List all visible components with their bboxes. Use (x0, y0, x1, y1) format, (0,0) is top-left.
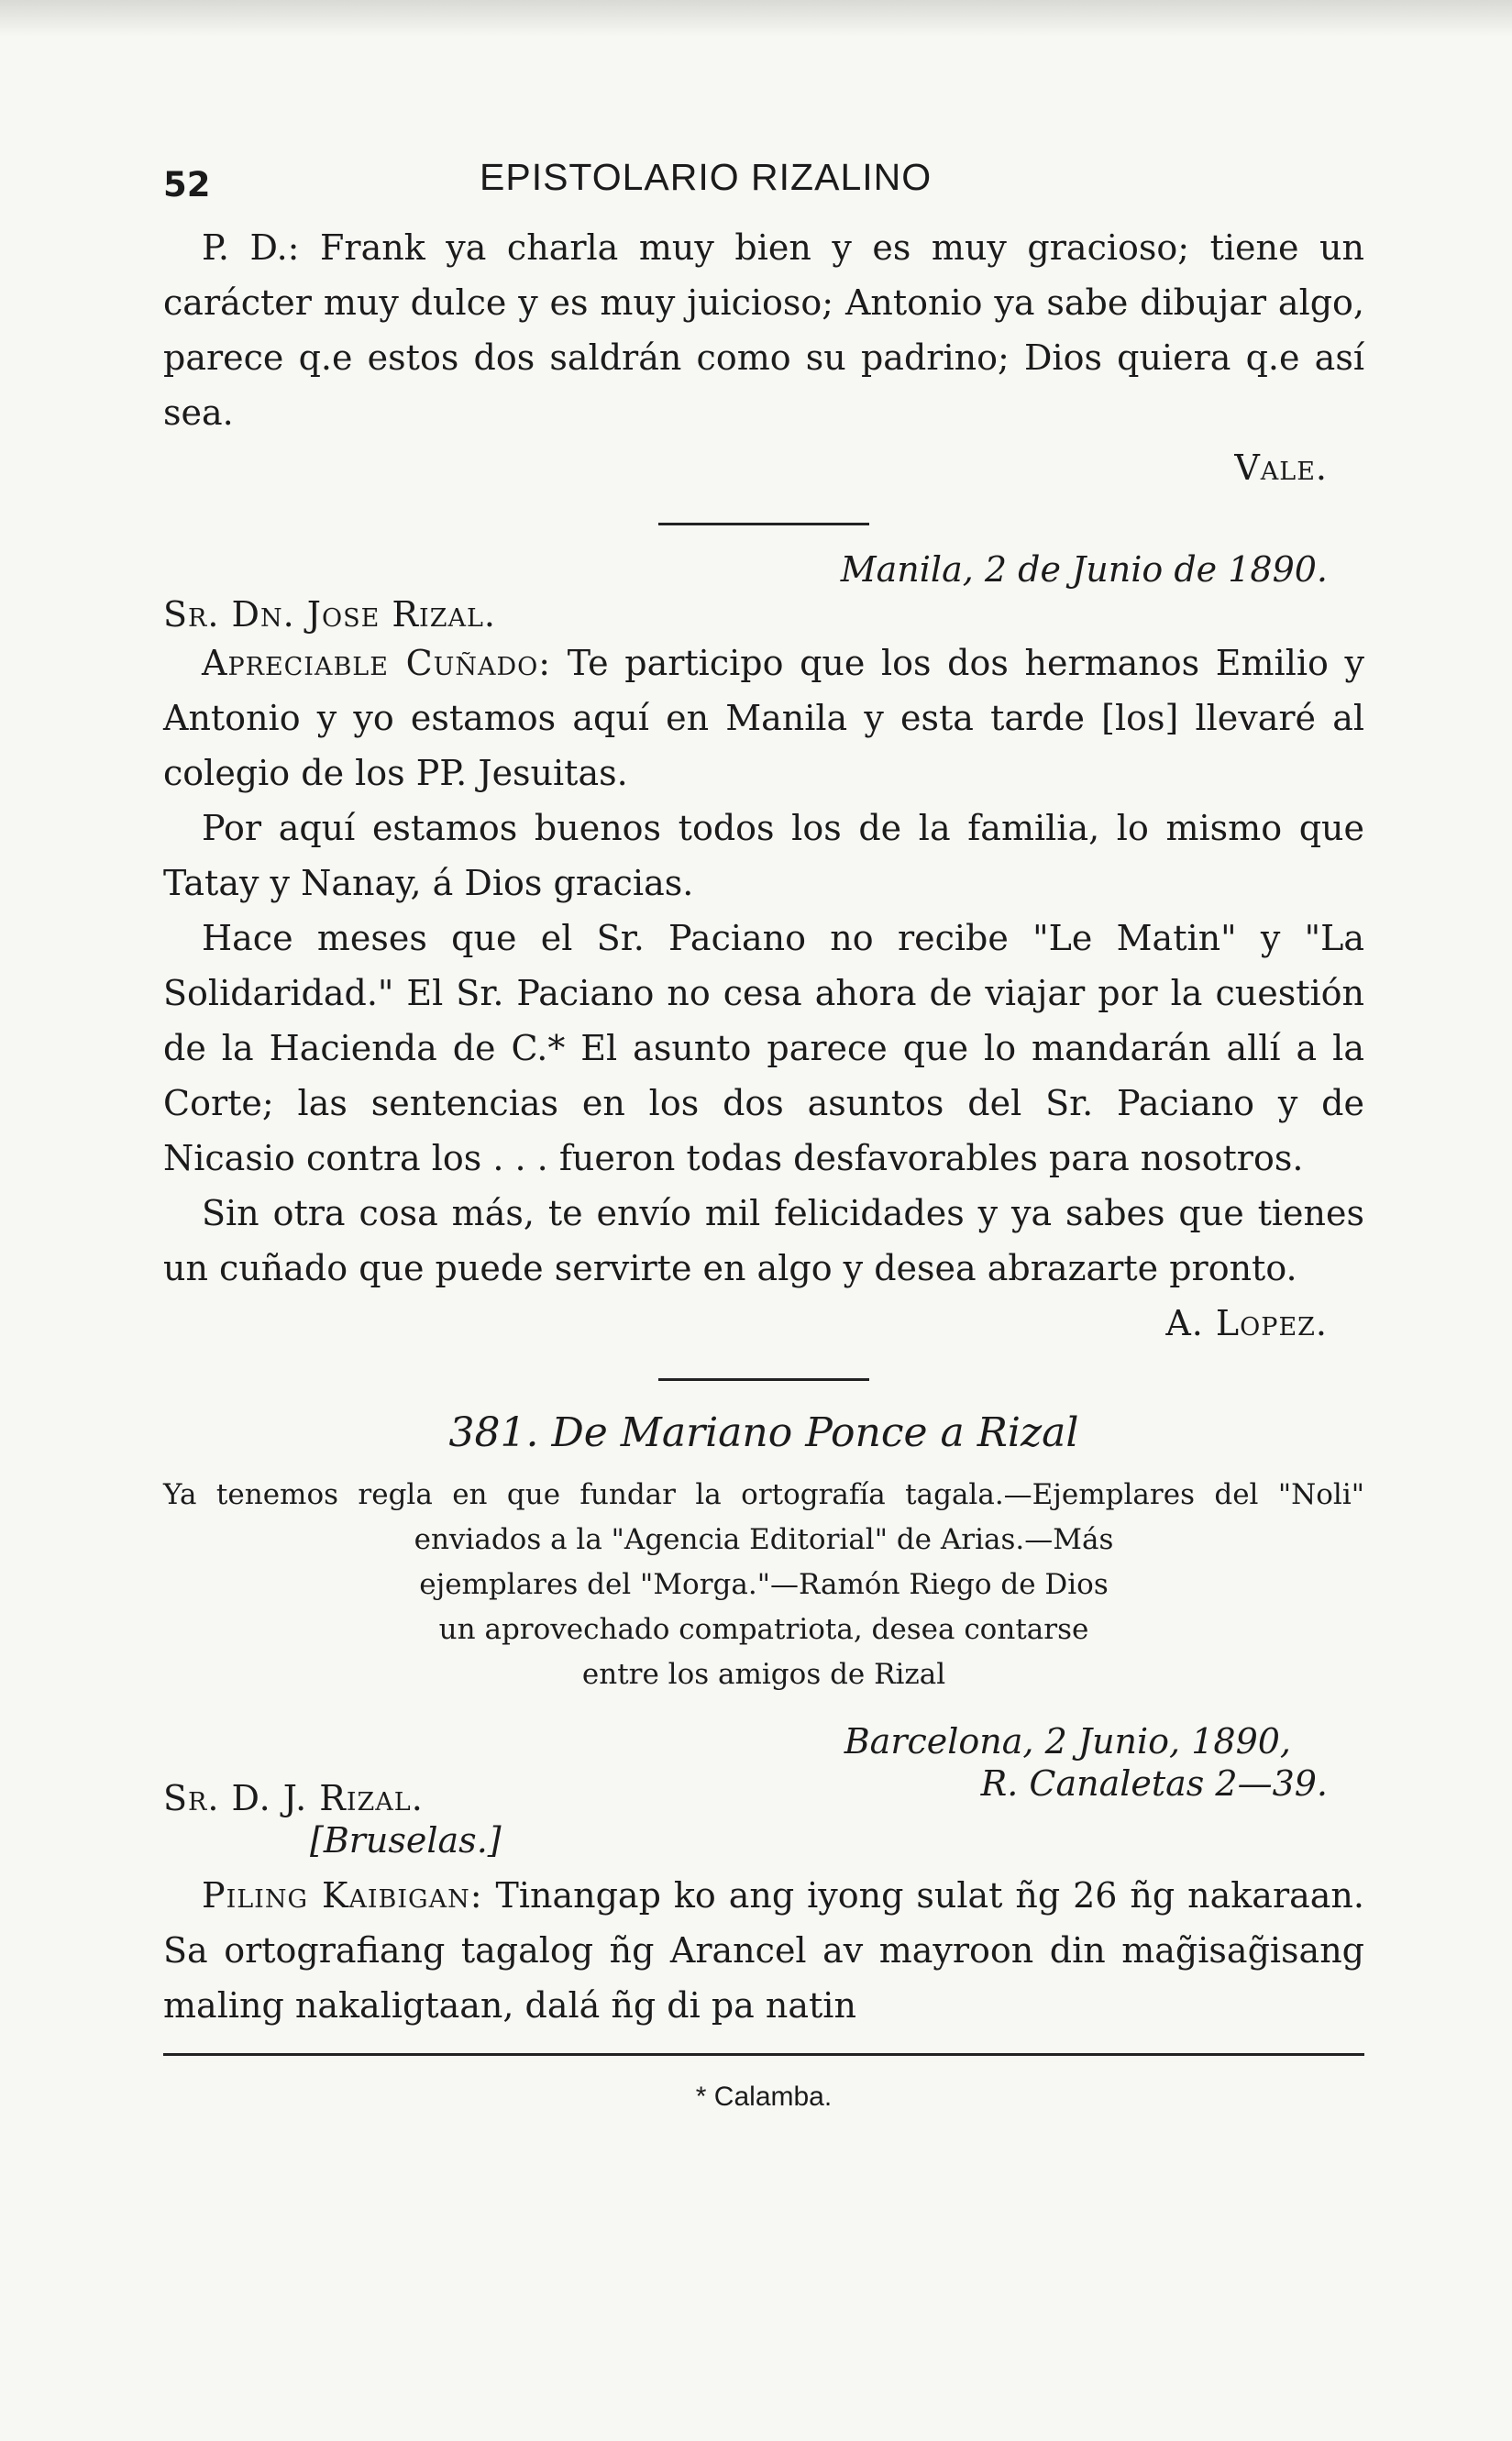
footnote: * Calamba. (695, 2082, 833, 2112)
letter2-summary-line-1: Ya tenemos regla en que fundar la ortografía tagala.—Ejemplares del "Noli" enviados a la "Agencia Editorial" de Arias.—Más (163, 1478, 1364, 1556)
letter1-date: Manila, 2 de Junio de 1890. (840, 549, 1328, 590)
letter1-paragraph-3: Hace meses que el Sr. Paciano no recibe "Le Matin" y "La Solidaridad." El Sr. Paciano no cesa ahora de viajar por la cuestión de la Hacienda de C.* El asunto parece que lo mandarán allí a la Corte; las sentencias en los dos asuntos del Sr. Paciano y de Nicasio contra los . . . fueron todas desfavorables para nosotros. (163, 918, 1364, 1178)
letter1-salutation: Apreciable Cuñado: (202, 643, 552, 683)
footnote-rule (163, 2053, 1364, 2056)
postscript-closing: Vale. (1234, 447, 1328, 488)
letter2-date: Barcelona, 2 Junio, 1890, (844, 1721, 1291, 1762)
letter2-paragraph (163, 1868, 1364, 2033)
letter2-street: R. Canaletas 2—39. (980, 1763, 1328, 1804)
letter1-text-1: Te participo que los dos hermanos Emilio y Antonio y yo estamos aquí en Manila y esta tarde [los] llevaré al colegio de los PP. Jesuitas. (163, 643, 1364, 793)
letter1-paragraph-1 (163, 635, 1364, 801)
letter1-paragraph-2: Por aquí estamos buenos todos los de la familia, lo mismo que Tatay y Nanay, á Dios gracias. (163, 808, 1364, 903)
section-divider (658, 523, 869, 525)
letter2-place: [Bruselas.] (310, 1820, 502, 1861)
letter1-addressee: Sr. Dn. Jose Rizal. (163, 594, 496, 635)
letter2-addressee: Sr. D. J. Rizal. (163, 1778, 424, 1818)
postscript-paragraph: P. D.: Frank ya charla muy bien y es muy gracioso; tiene un carácter muy dulce y es muy juicioso; Antonio ya sabe dibujar algo, parece q.e estos dos saldrán como su padrino; Dios quiera q.e así sea. (163, 227, 1364, 433)
letter2-summary-line-2: ejemplares del "Morga."—Ramón Riego de Dios (419, 1568, 1109, 1601)
letter2-summary-line-4: entre los amigos de Rizal (581, 1658, 946, 1691)
book-page (163, 147, 1364, 2113)
letter2-text: Tinangap ko ang iyong sulat ñg 26 ñg nakaraan. Sa ortografiang tagalog ñg Arancel av mayroon din mag̃isag̃isang maling nakaligtaan, dalá ñg di pa natin (163, 1875, 1364, 2026)
letter2-heading: 381. De Mariano Ponce a Rizal (448, 1409, 1079, 1456)
letter2-salutation: Piling Kaibigan: (202, 1875, 483, 1916)
letter2-address-row (163, 1763, 1364, 1818)
page-header (163, 147, 1364, 220)
letter1-signature: A. Lopez. (1165, 1303, 1328, 1343)
page-number: 52 (163, 165, 211, 204)
scan-edge-shadow (0, 0, 1512, 37)
section-divider-2 (658, 1378, 869, 1381)
running-title: EPISTOLARIO RIZALINO (480, 156, 933, 198)
letter1-paragraph-4: Sin otra cosa más, te envío mil felicidades y ya sabes que tienes un cuñado que puede servirte en algo y desea abrazarte pronto. (163, 1193, 1364, 1288)
letter2-summary-line-3: un aprovechado compatriota, desea contarse (438, 1613, 1089, 1646)
